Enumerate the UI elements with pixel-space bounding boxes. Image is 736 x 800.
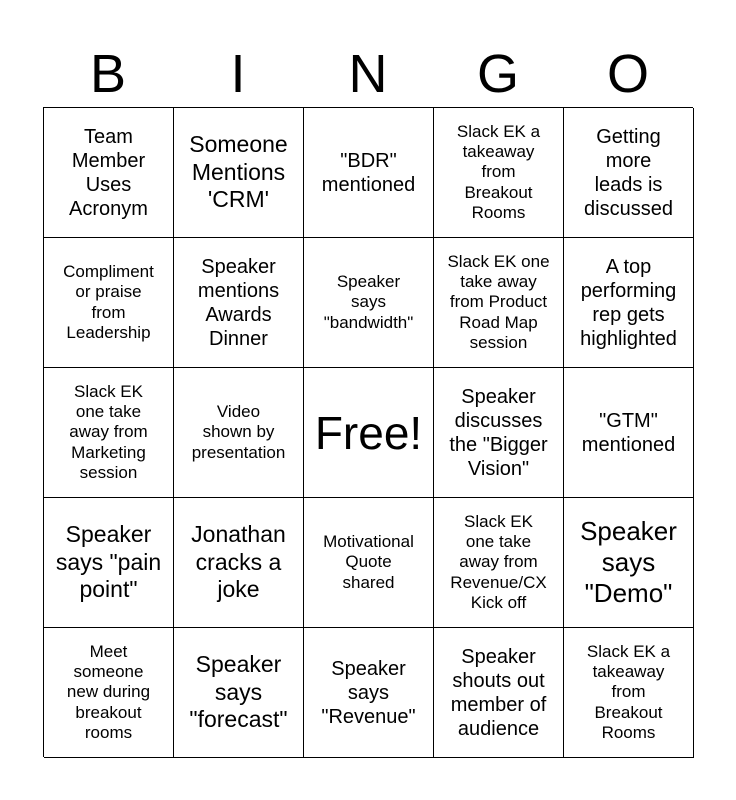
cell-text: Slack EK one take away from Marketing session: [69, 381, 148, 483]
bingo-cell[interactable]: [44, 238, 174, 368]
cell-text: Team Member Uses Acronym: [69, 125, 148, 220]
cell-text: Speaker says "Demo": [580, 515, 677, 609]
cell-text: Someone Mentions 'CRM': [189, 131, 288, 213]
bingo-cell[interactable]: [564, 238, 694, 368]
bingo-cell[interactable]: [304, 628, 434, 758]
cell-text: Speaker mentions Awards Dinner: [197, 255, 280, 350]
cell-text: "BDR" mentioned: [321, 149, 416, 196]
cell-text: Speaker says "Revenue": [321, 657, 416, 728]
bingo-header: [43, 40, 693, 108]
bingo-cell[interactable]: [564, 108, 694, 238]
cell-text: "GTM" mentioned: [581, 409, 676, 456]
bingo-cell[interactable]: [174, 628, 304, 758]
header-letter-b: B: [89, 44, 127, 104]
cell-text: Video shown by presentation: [191, 401, 286, 462]
bingo-cell[interactable]: [174, 498, 304, 628]
header-letter-g: G: [476, 44, 519, 104]
bingo-cell[interactable]: [174, 368, 304, 498]
bingo-board: [43, 107, 693, 757]
cell-text: Slack EK a takeaway from Breakout Rooms: [456, 121, 541, 223]
cell-text: Speaker shouts out member of audience: [450, 645, 547, 740]
bingo-cell[interactable]: [44, 108, 174, 238]
bingo-cell[interactable]: [304, 108, 434, 238]
cell-text: Meet someone new during breakout rooms: [66, 641, 151, 743]
cell-text: Motivational Quote shared: [323, 531, 414, 592]
header-letter-o: O: [606, 44, 649, 104]
cell-text: Slack EK one take away from Product Road Map session: [447, 251, 550, 353]
cell-text: Slack EK one take away from Revenue/CX Kick off: [450, 511, 547, 613]
bingo-cell[interactable]: [304, 238, 434, 368]
cell-text: A top performing rep gets highlighted: [580, 255, 677, 350]
cell-text: Speaker says "pain point": [55, 521, 162, 603]
bingo-cell[interactable]: [564, 498, 694, 628]
cell-text: Jonathan cracks a joke: [191, 521, 286, 603]
bingo-cell[interactable]: [434, 238, 564, 368]
cell-text: Compliment or praise from Leadership: [63, 261, 154, 342]
bingo-cell[interactable]: [44, 498, 174, 628]
free-space-cell[interactable]: [304, 368, 434, 498]
bingo-cell[interactable]: [564, 368, 694, 498]
bingo-cell[interactable]: [174, 108, 304, 238]
header-letter-i: I: [230, 44, 246, 104]
bingo-cell[interactable]: [434, 368, 564, 498]
cell-text: Getting more leads is discussed: [584, 125, 673, 220]
bingo-cell[interactable]: [434, 628, 564, 758]
bingo-cell[interactable]: [564, 628, 694, 758]
cell-text: Speaker discusses the "Bigger Vision": [449, 385, 548, 480]
header-letter-n: N: [348, 44, 388, 104]
bingo-cell[interactable]: [304, 498, 434, 628]
bingo-cell[interactable]: [174, 238, 304, 368]
bingo-cell[interactable]: [434, 498, 564, 628]
bingo-cell[interactable]: [434, 108, 564, 238]
bingo-cell[interactable]: [44, 628, 174, 758]
free-space-text: Free!: [314, 406, 423, 459]
cell-text: Slack EK a takeaway from Breakout Rooms: [586, 641, 671, 743]
bingo-cell[interactable]: [44, 368, 174, 498]
cell-text: Speaker says "forecast": [189, 651, 288, 733]
cell-text: Speaker says "bandwidth": [323, 271, 414, 332]
